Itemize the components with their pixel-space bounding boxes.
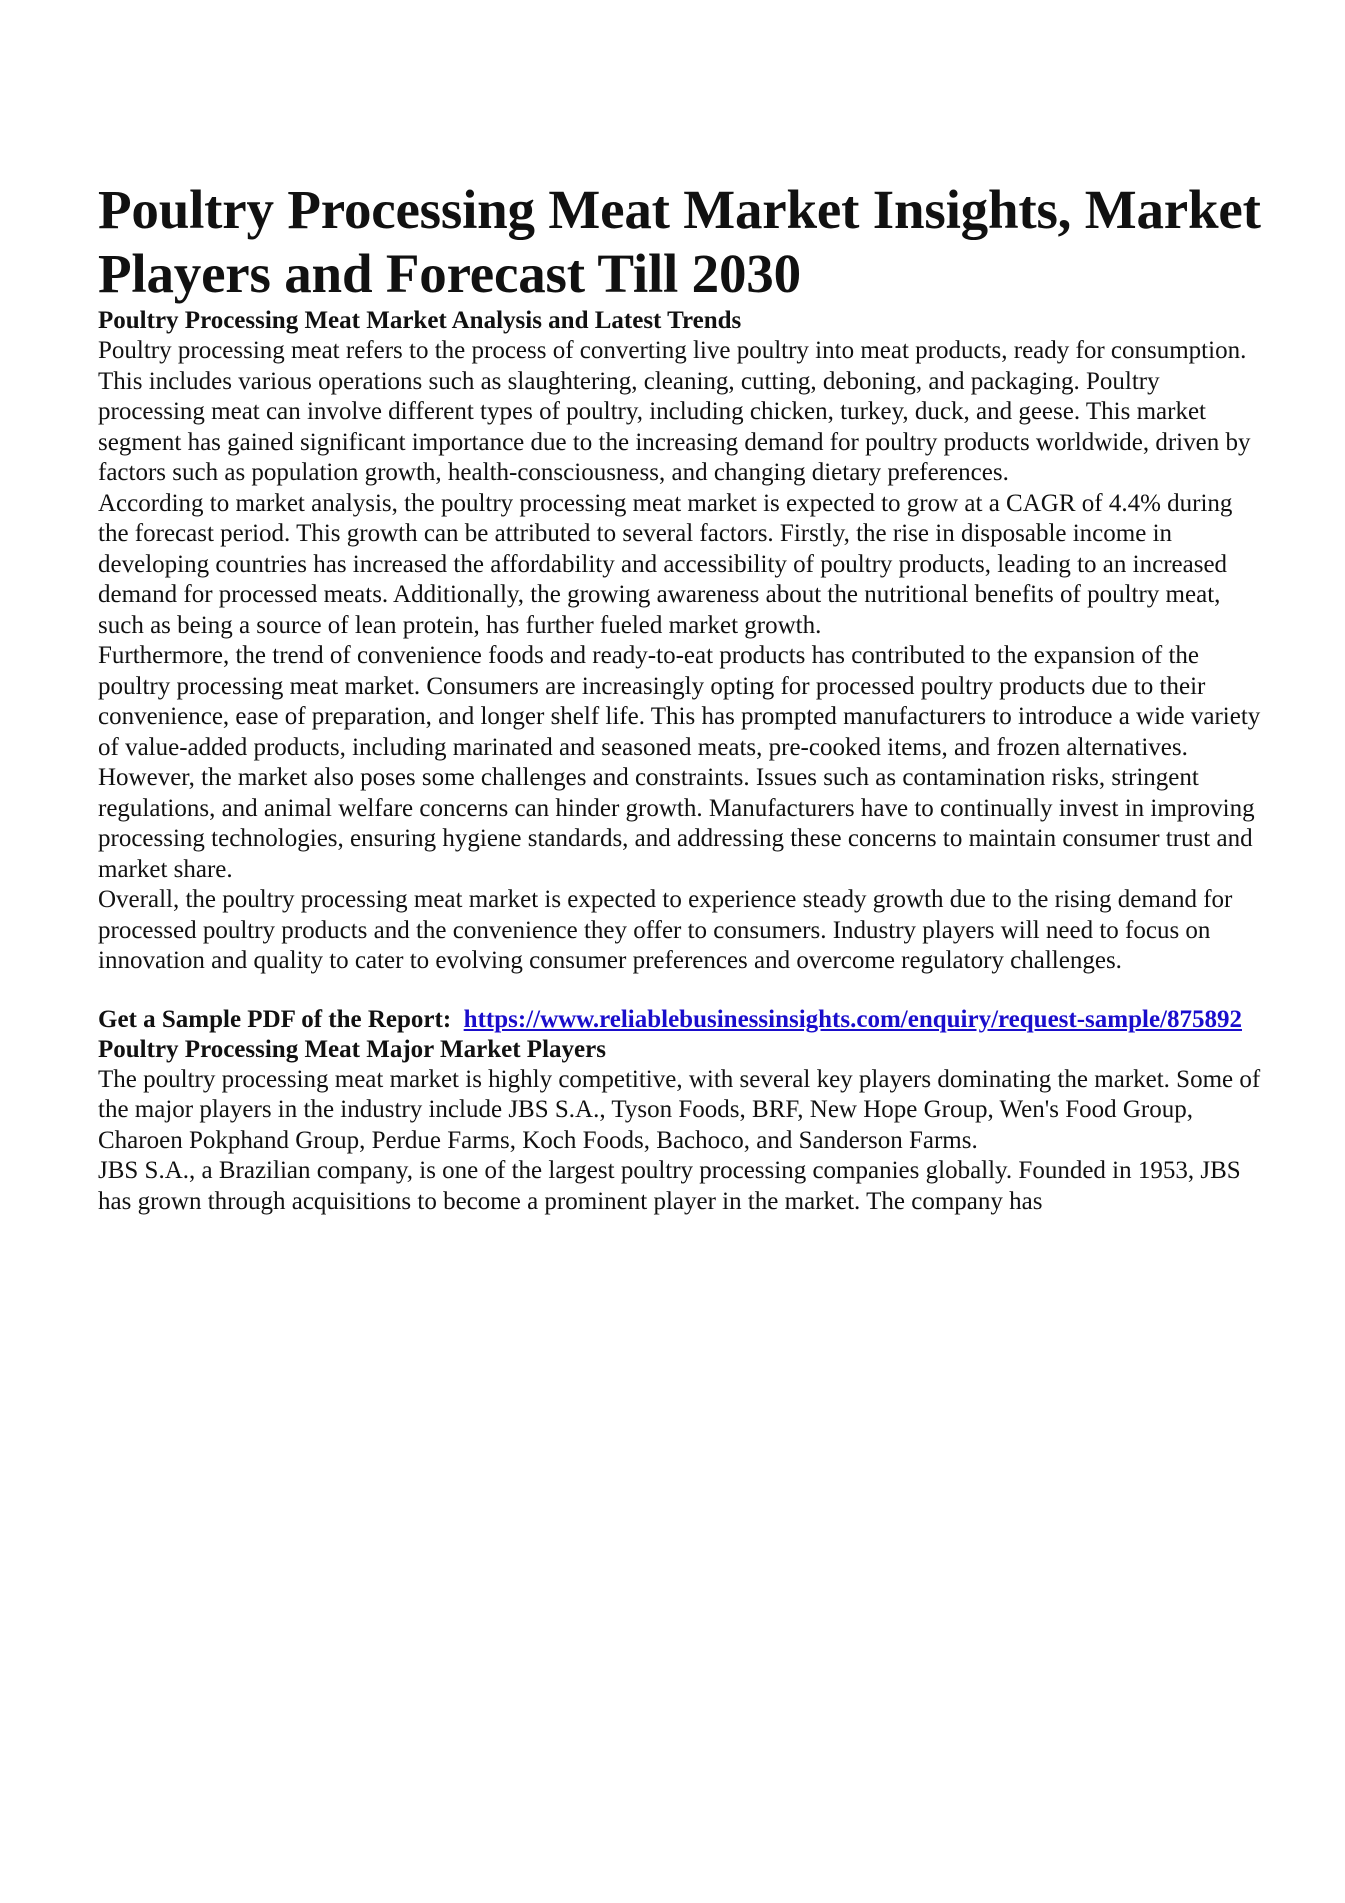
paragraph-players-list: The poultry processing meat market is highly competitive, with several key players dominating the market. Some of the major players in the industry include JBS S.A., Tyson Foods, BRF, New Hope Group, Wen's Food Group, Charoen Pokphand Group, Perdue Farms, Koch Foods, Bachoco, and Sanderson Farms. (98, 1065, 1261, 1154)
paragraph-definition: Poultry processing meat refers to the process of converting live poultry into meat products, ready for consumption. This includes various operations such as slaughtering, cleaning, cutting, deboning, and packaging. Poultry processing meat can involve different types of poultry, including chicken, turkey, duck, and geese. This market segment has gained significant importance due to the increasing demand for poultry products worldwide, driven by factors such as population growth, health-consciousness, and changing dietary preferences. (98, 337, 1251, 486)
document-page (98, 178, 1268, 1217)
sample-pdf-label: Get a Sample PDF of the Report: (98, 1005, 452, 1033)
paragraph-challenges: However, the market also poses some challenges and constraints. Issues such as contamination risks, stringent regulations, and animal welfare concerns can hinder growth. Manufacturers have to continually invest in improving processing technologies, ensuring hygiene standards, and addressing these concerns to maintain consumer trust and market share. (98, 764, 1255, 883)
paragraph-overall: Overall, the poultry processing meat market is expected to experience steady growth due to the rising demand for processed poultry products and the convenience they offer to consumers. Industry players will need to focus on innovation and quality to cater to evolving consumer preferences and overcome regulatory challenges. (98, 886, 1233, 974)
paragraph-cagr: According to market analysis, the poultry processing meat market is expected to grow at a CAGR of 4.4% during the forecast period. This growth can be attributed to several factors. Firstly, the rise in disposable income in developing countries has increased the affordability and accessibility of poultry products, leading to an increased demand for processed meats. Additionally, the growing awareness about the nutritional benefits of poultry meat, such as being a source of lean protein, has further fueled market growth. (98, 489, 1233, 639)
sample-pdf-link[interactable]: https://www.reliablebusinessinsights.com/enquiry/request-sample/875892 (463, 1005, 1242, 1033)
paragraph-convenience-trend: Furthermore, the trend of convenience foods and ready-to-eat products has contributed to the expansion of the poultry processing meat market. Consumers are increasingly opting for processed poultry products due to their convenience, ease of preparation, and longer shelf life. This has prompted manufacturers to introduce a wide variety of value-added products, including marinated and seasoned meats, pre-cooked items, and frozen alternatives. (98, 642, 1261, 761)
paragraph-jbs: JBS S.A., a Brazilian company, is one of the largest poultry processing companies globally. Founded in 1953, JBS has grown through acquisitions to become a prominent player in the market. The company has (98, 1157, 1241, 1215)
section-heading-analysis: Poultry Processing Meat Market Analysis and Latest Trends (98, 307, 742, 334)
sample-pdf-cta (98, 1005, 1268, 1035)
page-title: Poultry Processing Meat Market Insights, Market Players and Forecast Till 2030 (98, 179, 1261, 304)
section-heading-players: Poultry Processing Meat Major Market Players (98, 1035, 606, 1063)
